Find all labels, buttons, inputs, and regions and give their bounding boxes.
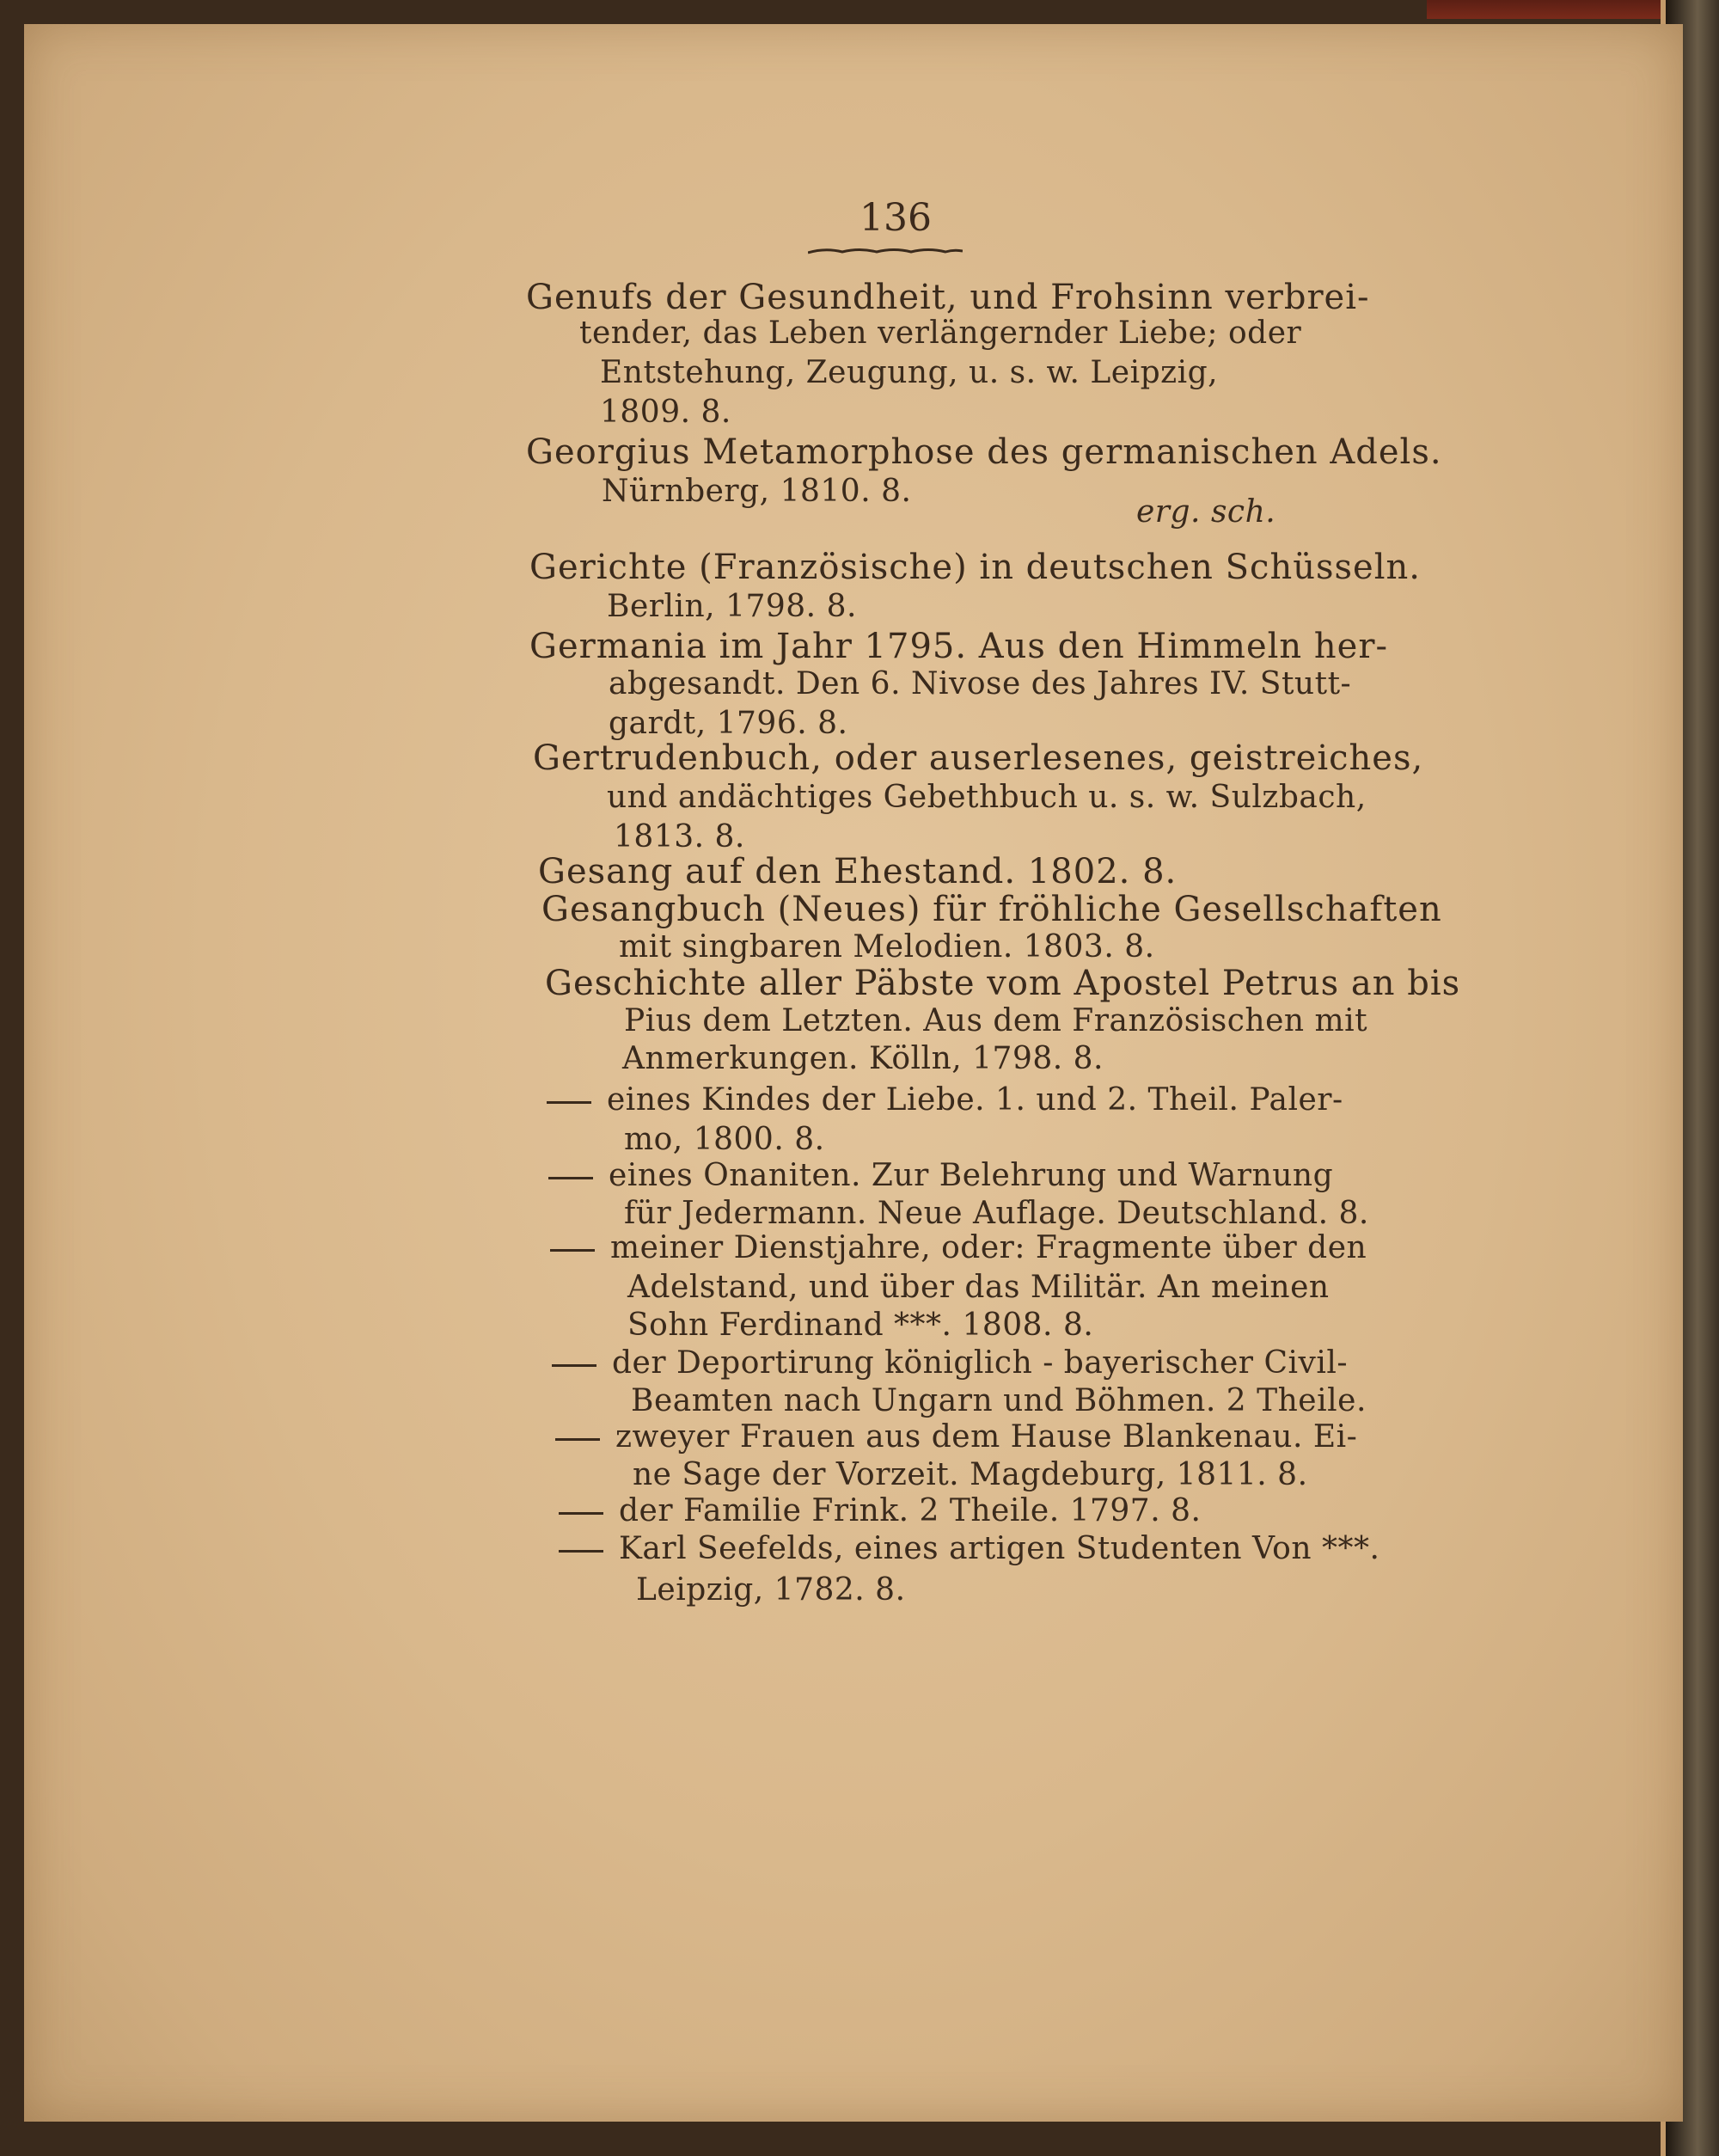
entry-gerichte-line-1: Gerichte (Französische) in deutschen Schüsseln. [529,548,1421,587]
subentry-seefelds-line-2: Leipzig, 1782. 8. [636,1572,906,1608]
dash-mark [550,1249,595,1252]
entry-gertrudenbuch-line-3: 1813. 8. [614,819,745,854]
dash-mark [559,1512,603,1515]
entry-gesang-line-1: Gesang auf den Ehestand. 1802. 8. [538,852,1178,891]
entry-gertrudenbuch-line-1: Gertrudenbuch, oder auserlesenes, geistreiches, [533,738,1424,778]
entry-gesangbuch-line-1: Gesangbuch (Neues) für fröhliche Gesellschaften [541,890,1442,929]
dash-mark [559,1550,603,1553]
page-number: 136 [860,196,932,240]
entry-georgius-line-2: Nürnberg, 1810. 8. [602,474,912,509]
entry-georgius-line-1: Georgius Metamorphose des germanischen Adels. [526,432,1442,472]
subentry-seefelds-line-1: Karl Seefelds, eines artigen Studenten Von ***. [559,1528,1379,1570]
dash-mark [552,1364,596,1367]
subentry-frauen-line-1: zweyer Frauen aus dem Hause Blankenau. Ei- [555,1417,1357,1458]
entry-gerichte-line-2: Berlin, 1798. 8. [607,589,857,624]
entry-germania-line-2: abgesandt. Den 6. Nivose des Jahres IV. Stutt- [609,666,1352,701]
subentry-frink-line-1: der Familie Frink. 2 Theile. 1797. 8. [559,1491,1201,1532]
entry-genuss-line-4: 1809. 8. [600,395,731,430]
entry-germania-line-1: Germania im Jahr 1795. Aus den Himmeln her- [529,627,1388,666]
entry-genuss-line-1: Genufs der Gesundheit, und Frohsinn verbrei- [526,278,1370,317]
subentry-deportirung-line-2: Beamten nach Ungarn und Böhmen. 2 Theile. [631,1383,1367,1418]
subentry-dienstjahre-line-2: Adelstand, und über das Militär. An meinen [627,1270,1330,1305]
entry-genuss-line-2: tender, das Leben verlängernder Liebe; oder [579,315,1302,351]
subentry-kindes-line-2: mo, 1800. 8. [624,1122,825,1157]
entry-geschichte-line-2: Pius dem Letzten. Aus dem Französischen mit [624,1003,1368,1038]
subentry-deportirung-line-1: der Deportirung königlich - bayerischer Civil- [552,1343,1348,1384]
entry-germania-line-3: gardt, 1796. 8. [609,706,848,741]
subentry-frauen-line-2: ne Sage der Vorzeit. Magdeburg, 1811. 8. [633,1457,1308,1492]
subentry-dienstjahre-line-3: Sohn Ferdinand ***. 1808. 8. [627,1308,1094,1343]
dash-mark [555,1438,600,1441]
book-top-edge [1427,0,1667,19]
entry-geschichte-line-3: Anmerkungen. Kölln, 1798. 8. [622,1041,1104,1076]
dash-mark [548,1177,593,1179]
entry-geschichte-line-1: Geschichte aller Päbste vom Apostel Petrus an bis [545,964,1461,1003]
entry-gertrudenbuch-line-2: und andächtiges Gebethbuch u. s. w. Sulzbach, [607,780,1367,815]
entry-gesangbuch-line-2: mit singbaren Melodien. 1803. 8. [619,929,1155,965]
entry-georgius-note: erg. sch. [1136,494,1276,530]
subentry-dienstjahre-line-1: meiner Dienstjahre, oder: Fragmente über den [550,1228,1367,1269]
ornamental-rule-icon [808,248,963,254]
dash-mark [547,1101,591,1104]
subentry-onaniten-line-1: eines Onaniten. Zur Belehrung und Warnung [548,1155,1333,1197]
subentry-kindes-line-1: eines Kindes der Liebe. 1. und 2. Theil. Paler- [547,1080,1343,1121]
entry-genuss-line-3: Entstehung, Zeugung, u. s. w. Leipzig, [600,355,1219,390]
subentry-onaniten-line-2: für Jedermann. Neue Auflage. Deutschland. 8. [624,1196,1369,1231]
